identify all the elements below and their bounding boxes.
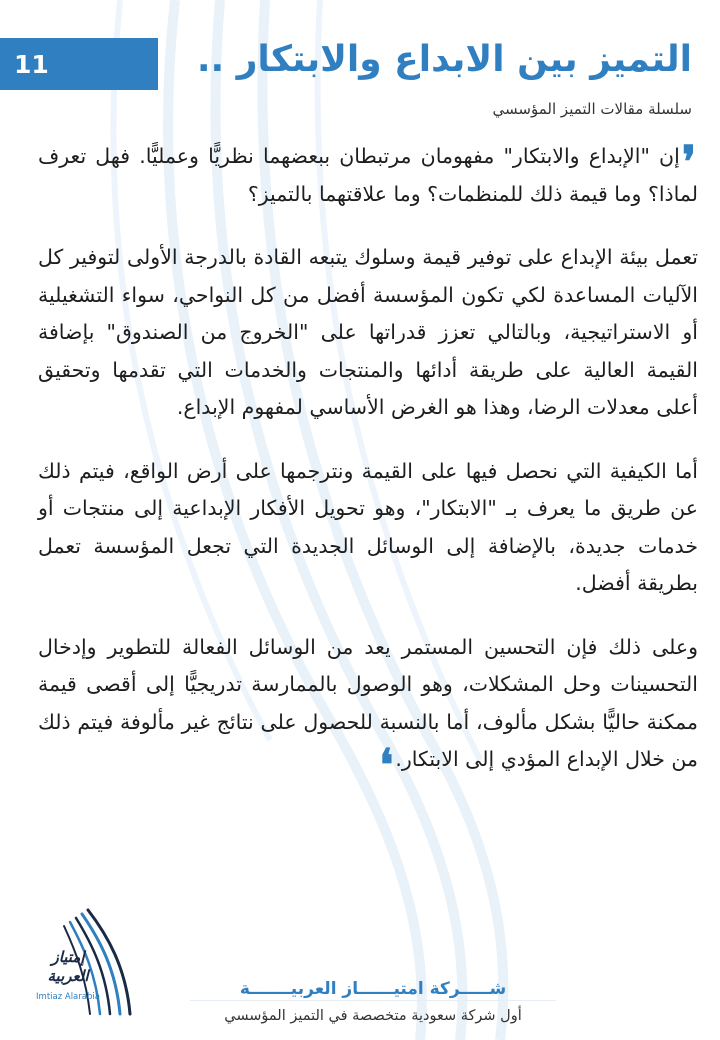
logo-english-name: Imtiaz Alarabia	[36, 992, 100, 1002]
page-number-badge	[0, 38, 158, 90]
open-quote-icon: ❜	[681, 137, 696, 188]
paragraph-4-text: وعلى ذلك فإن التحسين المستمر يعد من الوسائل الفعالة للتطوير وإدخال التحسينات وحل المشكلات، وهو الوصول بالممارسة تدريجيًّا إلى أقصى قيمة ممكنة حاليًّا بشكل مألوف، أما بالنسبة للحصول على نتائج غير مألوفة فيتم ذلك من خلال الإبداع المؤدي إلى الابتكار.	[38, 634, 698, 771]
article-body	[38, 138, 698, 805]
paragraph-4	[38, 629, 698, 791]
paragraph-2: تعمل بيئة الإبداع على توفير قيمة وسلوك يتبعه القادة بالدرجة الأولى لتوفير كل الآليات المساعدة لكي تكون المؤسسة أفضل من كل النواحي، سواء التشغيلية أو الاستراتيجية، وبالتالي تعزز قدراتها على "الخروج من الصندوق" بإضافة القيمة العالية على طريقة أدائها والمنتجات والخدمات التي تقدمها وتحقيق أعلى معدلات الرضا، وهذا هو الغرض الأساسي لمفهوم الإبداع.	[38, 245, 698, 419]
close-quote-icon: ❛	[379, 740, 394, 791]
page-title: التميز بين الابداع والابتكار ..	[196, 39, 692, 80]
paragraph-3: أما الكيفية التي نحصل فيها على القيمة ونترجمها على أرض الواقع، فيتم ذلك عن طريق ما يعرف بـ "الابتكار"، وهو تحويل الأفكار الإبداعية إلى منتجات أو خدمات جديدة، بالإضافة إلى الوسائل الجديدة التي تجعل المؤسسة تعمل بطريقة أفضل.	[38, 458, 698, 595]
company-tagline: أول شركة سعودية متخصصة في التميز المؤسسي	[224, 1008, 522, 1024]
company-name: شـــــركة امتيــــــاز العربيـــــــة	[239, 979, 507, 999]
footer-divider	[190, 1000, 556, 1001]
paragraph-1	[38, 138, 698, 213]
series-subtitle: سلسلة مقالات التميز المؤسسي	[492, 100, 692, 118]
paragraph-1-text: إن "الإبداع والابتكار" مفهومان مرتبطان ببعضهما نظريًّا وعمليًّا. فهل تعرف لماذا؟ وما قيمة ذلك للمنظمات؟ وما علاقتهما بالتميز؟	[38, 144, 698, 206]
page-number: 11	[14, 49, 49, 79]
logo-arabic-name: إمتياز العربية	[47, 948, 89, 985]
